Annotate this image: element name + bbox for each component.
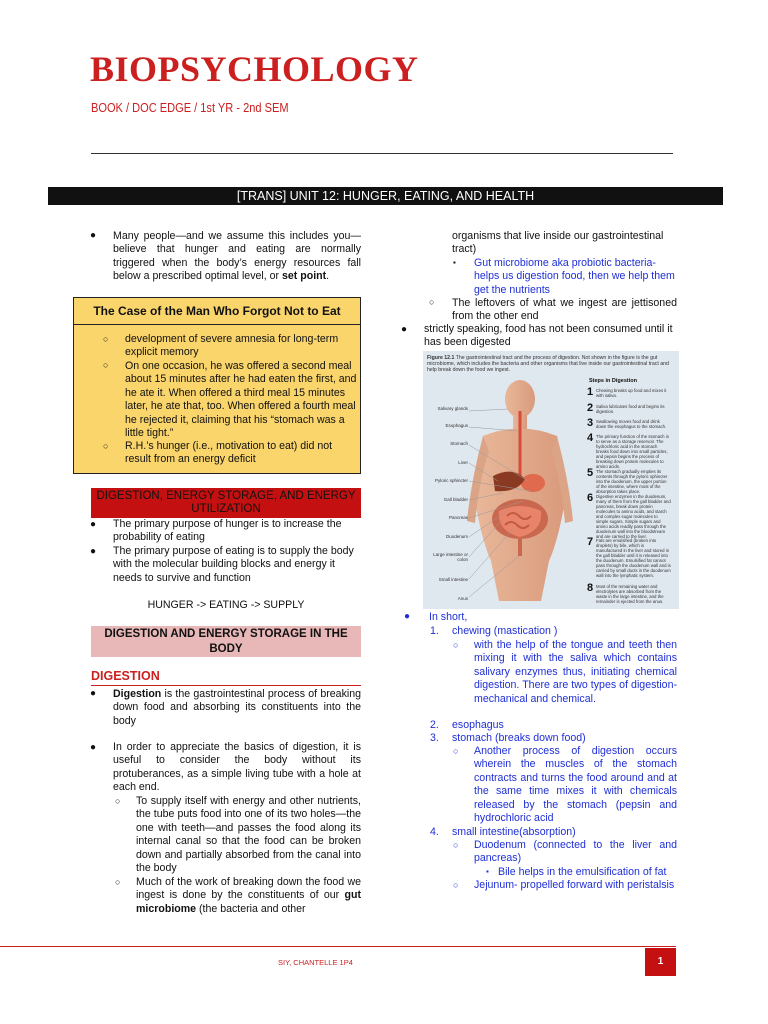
- page-number: 1: [645, 948, 676, 976]
- step-text: Most of the remaining water and electrolytes are absorbed from the waste in the large intestine, and the remainder is ejected from the anus.: [596, 584, 664, 604]
- footer-rule: [0, 946, 676, 947]
- circle-bullet-icon: ○: [103, 334, 109, 344]
- step-number: 5: [587, 467, 594, 479]
- intro-paragraph: [113, 230, 361, 284]
- bullet-icon: ●: [401, 324, 408, 335]
- circle-bullet-icon: ○: [429, 297, 435, 307]
- small-intestine-item: small intestine(absorption): [452, 826, 576, 838]
- step-number: 3: [587, 417, 594, 429]
- microbiome-note: Gut microbiome aka probiotic bacteria- helps us digestion food, then we help them get the nutrients: [474, 257, 675, 296]
- continued-text: organisms that live inside our gastrointestinal tract): [452, 230, 664, 256]
- case-item: On one occasion, he was offered a second meal about 15 minutes after he had eaten the first, and he ate it. When offered a third meal 15 minutes later, he ate that, too. When offered a fourth meal he rejected it, claiming that his “stomach was a little tight.”: [125, 360, 357, 440]
- square-bullet-icon: ▪: [453, 258, 456, 267]
- organ-label: Duodenum: [445, 534, 468, 539]
- figure-caption-text: The gastrointestinal tract and the process of digestion. Not shown in the figure is the gut microbiome, which includes the bacteria and other organisms that live inside our gastrointestinal tract and help break down the food we ingest.: [427, 355, 669, 373]
- circle-bullet-icon: ○: [453, 880, 459, 890]
- organ-label: Liver: [458, 460, 468, 465]
- list-number: 2.: [430, 719, 439, 731]
- purpose-hunger: The primary purpose of hunger is to increase the probability of eating: [113, 518, 342, 544]
- step-text: The stomach gradually empties its contents through the pyloric sphincter into the duodenum, the upper portion of the intestine, where most of the absorption takes place.: [596, 469, 668, 494]
- bile-item: Bile helps in the emulsification of fat: [498, 866, 667, 878]
- digestion-definition: [113, 688, 361, 728]
- organ-label: Stomach: [450, 441, 468, 446]
- step-number: 4: [587, 432, 594, 444]
- circle-bullet-icon: ○: [115, 877, 121, 887]
- case-box-title: The Case of the Man Who Forgot Not to Eat: [73, 297, 361, 325]
- organ-label: Large intestine or colon: [433, 552, 468, 562]
- header-rule: [91, 153, 673, 154]
- tube-paragraph: In order to appreciate the basics of digestion, it is useful to consider the body without its protuberances, as a simple living tube with a hole at each end.: [113, 741, 361, 794]
- chewing-item: chewing (mastication ): [452, 625, 558, 637]
- step-number: 6: [587, 492, 594, 504]
- organ-label: Pancreas: [448, 515, 468, 520]
- circle-bullet-icon: ○: [453, 746, 459, 756]
- organ-label: Pyloric sphincter: [434, 478, 468, 483]
- section-heading-energy-storage: DIGESTION AND ENERGY STORAGE IN THE BODY: [91, 626, 361, 657]
- organ-label: Small intestine: [438, 577, 468, 582]
- step-number: 7: [587, 536, 594, 548]
- circle-bullet-icon: ○: [103, 441, 109, 451]
- jejunum-item: Jejunum- propelled forward with peristalsis: [474, 879, 675, 891]
- square-bullet-icon: ▪: [486, 867, 489, 876]
- organ-label: Esophagus: [445, 423, 468, 428]
- microbiome-text: Much of the work of breaking down the food we ingest is done by the constituents of our: [136, 876, 361, 902]
- gut-microbiome-term: gut microbiome: [136, 889, 361, 915]
- document-title: BIOPSYCHOLOGY: [90, 49, 419, 89]
- digestion-underline: [91, 685, 361, 686]
- step-text: The primary function of the stomach is to serve as a storage reservoir. The hydrochloric acid in the stomach breaks food down into small particles, and pepsin begins the process of breaking down protein molecules to amino acids.: [596, 434, 669, 469]
- figure-caption: [427, 355, 677, 373]
- step-text: Digestive enzymes in the duodenum, many of them from the gall bladder and pancreas, break down protein molecules to amino acids, and starch and complex sugar molecules to simple sugars. Simple sugars and amino acids readily pass through the duodenum wall into the bloodstream and are carried to the liver.: [596, 494, 671, 539]
- purpose-eating: The primary purpose of eating is to supply the body with the molecular building blocks and energy it needs to survive and function: [113, 545, 354, 584]
- bullet-icon: ●: [90, 230, 97, 241]
- footer-author: SIY, CHANTELLE 1P4: [278, 958, 353, 967]
- stomach-detail: Another process of digestion occurs wherein the muscles of the stomach contracts and turns the food around and at the same time mixes it with chemicals released by the stomach (pepsin and hydrochloric acid: [474, 745, 677, 825]
- section-heading-digestion-energy: DIGESTION, ENERGY STORAGE, AND ENERGY UTILIZATION: [91, 488, 361, 518]
- bullet-icon: ●: [90, 546, 97, 557]
- step-text: Fats are emulsified (broken into droplets) by bile, which is manufactured in the liver and stored in the gall bladder until it is released into the duodenum. Emulsified fat cannot pass through the duodenum wall and is carried by small ducts in the duodenum wall into the lymphatic system.: [596, 538, 671, 578]
- bullet-icon: ●: [90, 519, 97, 530]
- intro-end: .: [326, 270, 330, 283]
- bullet-icon: ●: [90, 688, 97, 699]
- esophagus-item: esophagus: [452, 719, 504, 731]
- bullet-icon: ●: [404, 611, 411, 622]
- list-number: 4.: [430, 826, 439, 838]
- organ-label: Gall bladder: [443, 497, 468, 502]
- organ-label: Salivary glands: [437, 406, 468, 411]
- strictly-item: strictly speaking, food has not been consumed until it has been digested: [424, 323, 673, 349]
- document-subtitle: BOOK / DOC EDGE / 1st YR - 2nd SEM: [91, 100, 289, 115]
- tube-sub-item: To supply itself with energy and other nutrients, the tube puts food into one of its two holes—the one with teeth—and passes the food along its internal canal so that the food can be broken down and partially absorbed from the canal into the body: [136, 795, 361, 875]
- case-item: R.H.’s hunger (i.e., motivation to eat) did not result from an energy deficit: [125, 440, 333, 466]
- tube-sub-item: [136, 876, 361, 916]
- case-item: development of severe amnesia for long-term explicit memory: [125, 333, 339, 359]
- stomach-item: stomach (breaks down food): [452, 732, 586, 744]
- step-number: 8: [587, 582, 594, 594]
- bullet-icon: ●: [90, 742, 97, 753]
- leftovers-item: The leftovers of what we ingest are jettisoned from the other end: [452, 297, 677, 323]
- chewing-detail: with the help of the tongue and teeth then mixing it with the saliva which contains salivary enzymes thus, initiating chemical digestion. There are two types of digestion- mechanical and chemical.: [474, 639, 677, 705]
- circle-bullet-icon: ○: [115, 796, 121, 806]
- circle-bullet-icon: ○: [103, 360, 109, 370]
- step-number: 1: [587, 386, 594, 398]
- digestion-definition-text: is the gastrointestinal process of breaking down food and absorbing its constituents into the body: [113, 688, 361, 727]
- circle-bullet-icon: ○: [453, 840, 459, 850]
- step-text: Saliva lubricates food and begins its digestion.: [596, 404, 665, 414]
- step-text: Swallowing moves food and drink down the esophagus to the stomach.: [596, 419, 667, 429]
- step-text: Chewing breaks up food and mixes it with saliva.: [596, 388, 667, 398]
- steps-title: Steps in Digestion: [589, 378, 637, 384]
- microbiome-text-end: (the bacteria and other: [196, 902, 306, 915]
- set-point-term: set point: [282, 270, 327, 283]
- unit-title-bar: [TRANS] UNIT 12: HUNGER, EATING, AND HEALTH: [48, 187, 723, 205]
- in-short-label: In short,: [429, 611, 468, 623]
- figure-label: Figure 12.1: [427, 355, 455, 361]
- organ-label: Anus: [457, 596, 468, 601]
- step-number: 2: [587, 402, 594, 414]
- circle-bullet-icon: ○: [453, 640, 459, 650]
- hunger-eating-flow: HUNGER -> EATING -> SUPPLY: [147, 599, 305, 611]
- digestion-term: Digestion: [113, 688, 162, 700]
- duodenum-item: Duodenum (connected to the liver and pancreas): [474, 839, 677, 865]
- list-number: 3.: [430, 732, 439, 744]
- intro-text: Many people—and we assume this includes you—believe that hunger and eating are normally triggered when the body’s energy resources fall below a prescribed optimal level, or: [113, 230, 361, 283]
- list-number: 1.: [430, 625, 439, 637]
- digestion-subheading: DIGESTION: [91, 669, 160, 683]
